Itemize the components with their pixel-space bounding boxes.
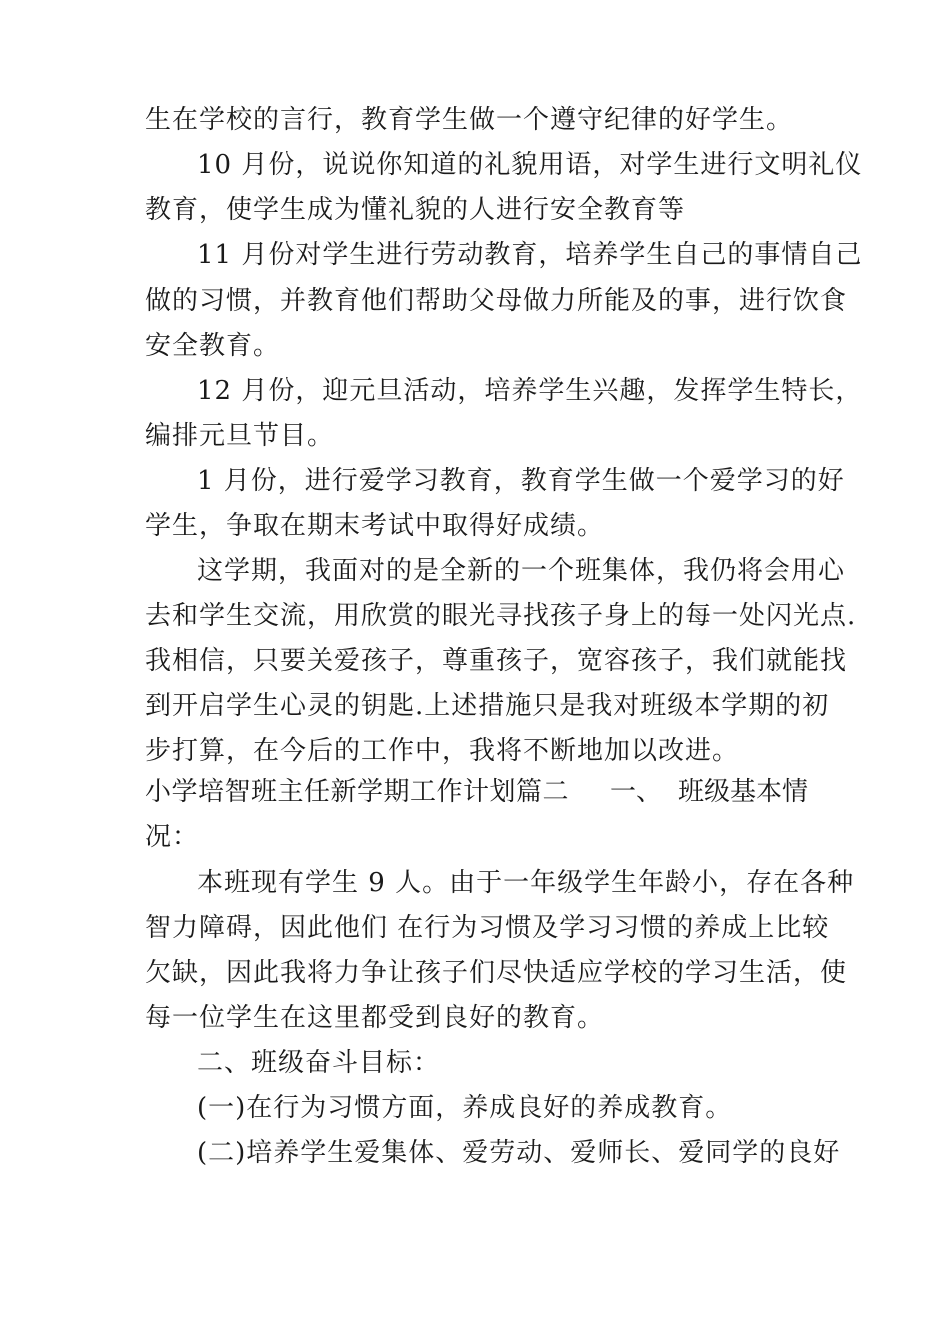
text-line: 10 月份，说说你知道的礼貌用语，对学生进行文明礼仪 [197,150,863,180]
heading-title: 班级基本情 [678,777,809,807]
section-heading: 小学培智班主任新学期工作计划篇二 [145,777,570,807]
text-line: 到开启学生心灵的钥匙.上述措施只是我对班级本学期的初 [145,691,830,721]
section-subheading: 二、班级奋斗目标： [197,1048,441,1078]
text-line: 去和学生交流，用欣赏的眼光寻找孩子身上的每一处闪光点. [145,601,857,631]
text-line: 学生，争取在期末考试中取得好成绩。 [145,511,605,541]
text-line: 安全教育。 [145,331,281,361]
list-item: (二)培养学生爱集体、爱劳动、爱师长、爱同学的良好 [197,1138,841,1168]
heading-number: 一、 [610,777,663,807]
text-line: 12 月份，迎元旦活动，培养学生兴趣，发挥学生特长， [197,376,863,406]
text-line: 欠缺，因此我将力争让孩子们尽快适应学校的学习生活，使 [145,958,848,988]
text-line: 况： [145,822,200,852]
text-line: 我相信，只要关爱孩子，尊重孩子，宽容孩子，我们就能找 [145,646,848,676]
text-line: 编排元旦节目。 [145,421,335,451]
text-line: 1 月份，进行爱学习教育，教育学生做一个爱学习的好 [197,466,845,496]
text-line: 这学期，我面对的是全新的一个班集体，我仍将会用心 [197,556,846,586]
text-line: 做的习惯，并教育他们帮助父母做力所能及的事，进行饮食 [145,286,848,316]
text-line: 本班现有学生 9 人。由于一年级学生年龄小，存在各种 [197,868,855,898]
text-line: 生在学校的言行，教育学生做一个遵守纪律的好学生。 [145,105,794,135]
list-item: (一)在行为习惯方面，养成良好的养成教育。 [197,1093,733,1123]
text-line: 教育，使学生成为懂礼貌的人进行安全教育等 [145,195,686,225]
text-line: 步打算，在今后的工作中，我将不断地加以改进。 [145,736,740,766]
text-line: 11 月份对学生进行劳动教育，培养学生自己的事情自己 [197,240,863,270]
text-line: 每一位学生在这里都受到良好的教育。 [145,1003,605,1033]
text-line: 智力障碍，因此他们 在行为习惯及学习习惯的养成上比较 [145,913,830,943]
